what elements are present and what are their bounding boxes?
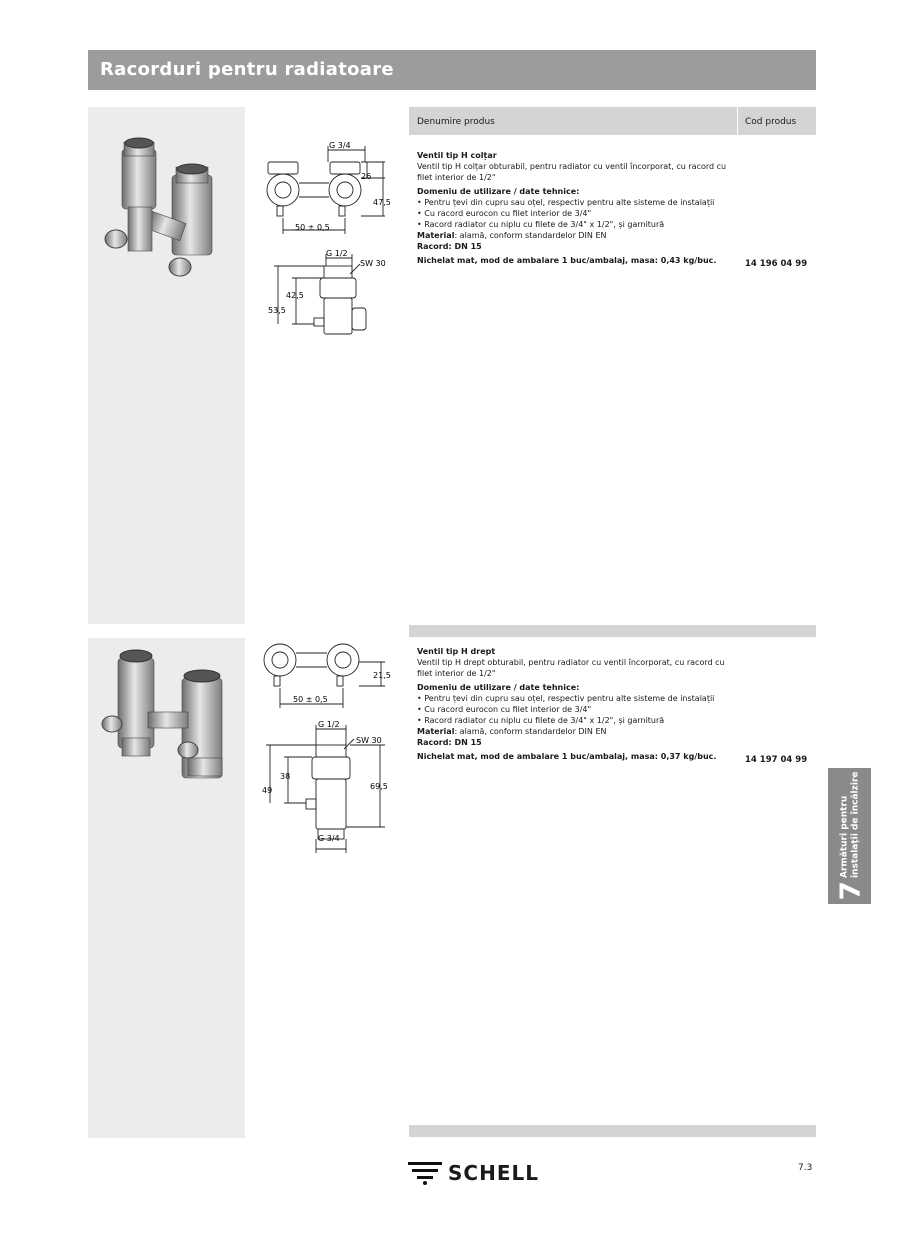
product-title: Ventil tip H colțar bbox=[417, 151, 497, 160]
racord-line: Racord: DN 15 bbox=[417, 242, 482, 251]
material-value: : alamă, conform standardelor DIN EN bbox=[454, 231, 607, 240]
column-divider bbox=[737, 107, 738, 135]
row-separator-bar bbox=[409, 625, 816, 637]
dim-50-2: 50 ± 0,5 bbox=[293, 695, 328, 704]
material-value: : alamă, conform standardelor DIN EN bbox=[454, 727, 607, 736]
schell-logo bbox=[408, 1160, 539, 1186]
bottom-separator-bar bbox=[409, 1125, 816, 1137]
product-entry-1 bbox=[417, 150, 737, 266]
valve-1-top-view-drawing bbox=[255, 138, 405, 243]
valve-h-straight-photo bbox=[88, 638, 245, 798]
valve-h-angle-photo bbox=[88, 107, 245, 287]
dim-g12-2: G 1/2 bbox=[318, 720, 340, 729]
dim-38: 38 bbox=[280, 772, 291, 781]
dim-26: 26 bbox=[361, 172, 372, 181]
valve-1-side-view-drawing bbox=[262, 250, 402, 345]
product-code-2: 14 197 04 99 bbox=[745, 755, 808, 765]
usage-bullet: • Pentru țevi din cupru sau oțel, respectiv pentru alte sisteme de instalații bbox=[417, 694, 715, 703]
racord-line: Racord: DN 15 bbox=[417, 738, 482, 747]
usage-bullet: • Cu racord eurocon cu filet interior de 3/4" bbox=[417, 209, 592, 218]
dim-53-5: 53,5 bbox=[268, 306, 286, 315]
product-description: Ventil tip H drept obturabil, pentru radiator cu ventil încorporat, cu racord cu filet interior de 1/2" bbox=[417, 658, 725, 678]
dim-50: 50 ± 0,5 bbox=[295, 223, 330, 232]
product-description: Ventil tip H colțar obturabil, pentru radiator cu ventil încorporat, cu racord cu filet interior de 1/2" bbox=[417, 162, 727, 182]
usage-bullet: • Racord radiator cu niplu cu filete de 3/4" x 1/2", și garnitură bbox=[417, 220, 665, 229]
section-header bbox=[88, 50, 816, 90]
packaging-line: Nichelat mat, mod de ambalare 1 buc/ambalaj, masa: 0,37 kg/buc. bbox=[417, 752, 717, 761]
dim-g12: G 1/2 bbox=[326, 250, 348, 258]
usage-bullet: • Racord radiator cu niplu cu filete de 3/4" x 1/2", și garnitură bbox=[417, 716, 665, 725]
section-title: Racorduri pentru radiatoare bbox=[100, 59, 394, 80]
material-line bbox=[417, 230, 737, 241]
valve-2-top-view-drawing bbox=[255, 640, 405, 710]
material-label: Material bbox=[417, 231, 455, 240]
chapter-side-tab bbox=[828, 768, 871, 904]
product-code-1: 14 196 04 99 bbox=[745, 259, 808, 269]
usage-heading: Domeniu de utilizare / date tehnice: bbox=[417, 187, 580, 196]
dim-g34-2: G 3/4 bbox=[318, 834, 340, 843]
dim-sw30-2: SW 30 bbox=[356, 736, 382, 745]
product-photo-panel-2 bbox=[88, 638, 245, 1138]
dim-49: 49 bbox=[262, 786, 273, 795]
logo-text: SCHELL bbox=[448, 1161, 539, 1185]
column-header-product: Denumire produs bbox=[417, 117, 495, 127]
page-number: 7.3 bbox=[798, 1163, 813, 1173]
usage-bullet: • Cu racord eurocon cu filet interior de 3/4" bbox=[417, 705, 592, 714]
column-header-code: Cod produs bbox=[745, 117, 797, 127]
product-entry-2 bbox=[417, 646, 737, 762]
dim-42-5: 42,5 bbox=[286, 291, 304, 300]
chapter-title-line-1: Armături pentru bbox=[838, 795, 849, 879]
material-line bbox=[417, 726, 737, 737]
dim-g34: G 3/4 bbox=[329, 141, 351, 150]
valve-2-side-view-drawing bbox=[260, 715, 405, 855]
product-title: Ventil tip H drept bbox=[417, 647, 496, 656]
material-label: Material bbox=[417, 727, 455, 736]
table-header bbox=[409, 107, 816, 135]
usage-heading: Domeniu de utilizare / date tehnice: bbox=[417, 683, 580, 692]
dim-21-5: 21,5 bbox=[373, 671, 391, 680]
dim-47-5: 47,5 bbox=[373, 198, 391, 207]
dim-69-5: 69,5 bbox=[370, 782, 388, 791]
packaging-line: Nichelat mat, mod de ambalare 1 buc/ambalaj, masa: 0,43 kg/buc. bbox=[417, 256, 717, 265]
chapter-number: 7 bbox=[833, 881, 866, 901]
usage-bullet: • Pentru țevi din cupru sau oțel, respectiv pentru alte sisteme de instalații bbox=[417, 198, 715, 207]
dim-sw30: SW 30 bbox=[360, 259, 386, 268]
product-photo-panel-1 bbox=[88, 107, 245, 624]
schell-logo-icon bbox=[408, 1160, 442, 1186]
chapter-title-line-2: instalații de încălzire bbox=[849, 771, 860, 879]
